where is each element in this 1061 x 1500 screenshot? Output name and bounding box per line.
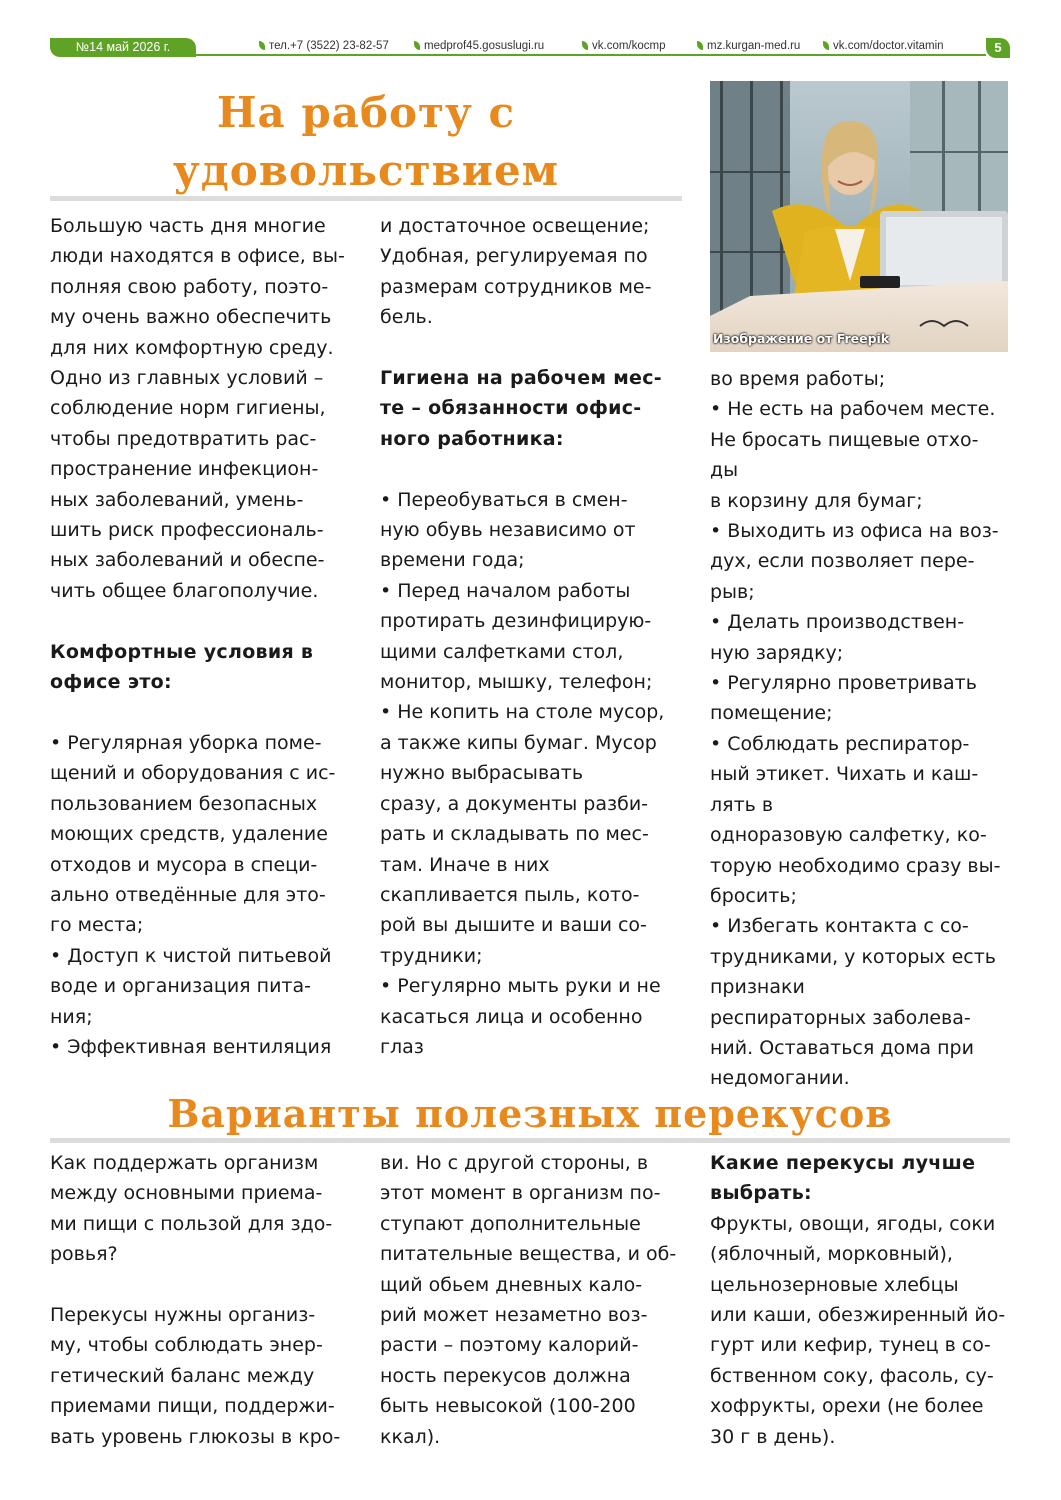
list-line: а также кипы бумаг. Мусор (380, 731, 657, 754)
text-line: расти – поэтому калорий- (380, 1334, 639, 1357)
subheading: Комфортные условия в (50, 640, 314, 663)
list-line: ально отведённые для это- (50, 883, 326, 906)
text-line: полняя свою работу, поэто- (50, 275, 329, 298)
title-underline (50, 1138, 1010, 1143)
list-line: монитор, мышку, телефон; (380, 671, 653, 694)
article1-column-2 (380, 211, 686, 1062)
list-line: моющих средств, удаление (50, 823, 328, 846)
subheading: Гигиена на рабочем мес- (380, 367, 662, 390)
list-line: там. Иначе в них (380, 853, 550, 876)
header-link-kurgan-med[interactable]: mz.kurgan-med.ru (697, 39, 800, 53)
list-line: го места; (50, 914, 144, 937)
leaf-icon (697, 41, 703, 50)
list-line: протирать дезинфицирую- (380, 610, 652, 633)
list-line: пользованием безопасных (50, 792, 318, 815)
leaf-icon (582, 41, 588, 50)
list-line: • Регулярно проветривать (710, 672, 977, 695)
office-woman-photo (710, 81, 1008, 352)
text-line: шить риск профессиональ- (50, 519, 324, 542)
article1-column-1 (50, 211, 356, 1062)
header-link-vk-doctor-vitamin[interactable]: vk.com/doctor.vitamin (823, 39, 944, 53)
list-line: • Регулярно мыть руки и не (380, 975, 661, 998)
text-line: размерам сотрудников ме- (380, 275, 652, 298)
list-line: глаз (380, 1035, 424, 1058)
text-line: рий может незаметно воз- (380, 1304, 648, 1327)
list-line: • Делать производствен- (710, 611, 965, 634)
text-line: 30 г в день). (710, 1425, 836, 1448)
list-line: дух, если позволяет пере- (710, 550, 975, 573)
article2-column-3 (710, 1148, 1016, 1452)
text-line: этот момент в организм по- (380, 1182, 661, 1205)
text-line: бственном соку, фасоль, су- (710, 1364, 994, 1387)
paragraph-gap (50, 606, 356, 636)
article-title-line: На работу с (216, 88, 516, 137)
list-line: одноразовую салфетку, ко- (710, 824, 987, 847)
list-line: • Соблюдать респиратор- (710, 732, 970, 755)
text-line: гетический баланс между (50, 1364, 315, 1387)
list-line: сразу, а документы разби- (380, 792, 649, 815)
list-line: • Не есть на рабочем месте. (710, 398, 996, 421)
text-line: му, чтобы соблюдать энер- (50, 1334, 323, 1357)
list-line: скапливается пыль, кото- (380, 883, 640, 906)
list-line: • Переобуваться в смен- (380, 488, 628, 511)
list-line: бросить; (710, 884, 797, 907)
paragraph-gap (50, 697, 356, 727)
article-title-line: удовольствием (172, 146, 560, 195)
list-line: щими салфетками стол, (380, 640, 624, 663)
list-line: воде и организация пита- (50, 975, 311, 998)
text-line: пространение инфекцион- (50, 458, 319, 481)
text-line: ккал). (380, 1425, 441, 1448)
text-line: или каши, обезжиренный йо- (710, 1304, 1006, 1327)
text-line: ступают дополнительные (380, 1212, 641, 1235)
article1-column-3 (710, 364, 1016, 1094)
article2-title: Варианты полезных перекусов (167, 1091, 893, 1136)
list-line: • Не копить на столе мусор, (380, 701, 665, 724)
text-line: ных заболеваний и обеспе- (50, 549, 325, 572)
list-line: • Избегать контакта с со- (710, 915, 969, 938)
list-line: ную обувь независимо от (380, 519, 636, 542)
text-line: му очень важно обеспечить (50, 306, 332, 329)
text-line: Перекусы нужны организ- (50, 1304, 316, 1327)
list-line: респираторных заболева- (710, 1006, 971, 1029)
list-line: рать и складывать по мес- (380, 823, 649, 846)
issue-date-tab: №14 май 2026 г. (50, 38, 196, 57)
list-line: трудниками, у которых есть (710, 945, 996, 968)
photo-illustration (710, 81, 1008, 352)
subheading: Какие перекусы лучше (710, 1152, 976, 1174)
text-line: ность перекусов должна (380, 1364, 631, 1387)
list-line: • Доступ к чистой питьевой (50, 944, 332, 967)
list-line: помещение; (710, 702, 833, 725)
text-line: Как поддержать организм (50, 1152, 319, 1174)
text-line: быть невысокой (100-200 (380, 1395, 636, 1418)
list-line: торую необходимо сразу вы- (710, 854, 1001, 877)
list-line: рыв; (710, 580, 755, 603)
list-line: ния; (50, 1005, 93, 1028)
list-line: трудники; (380, 944, 483, 967)
text-line: и достаточное освещение; (380, 215, 650, 237)
subheading: выбрать: (710, 1182, 812, 1205)
paragraph-gap (380, 454, 686, 484)
subheading: офисе это: (50, 671, 172, 694)
text-line: ви. Но с другой стороны, в (380, 1152, 649, 1174)
subheading: ного работника: (380, 427, 564, 450)
list-line: ний. Оставаться дома при (710, 1036, 974, 1059)
article2-column-2 (380, 1148, 686, 1452)
text-line: гурт или кефир, тунец в со- (710, 1334, 991, 1357)
list-line: ды (710, 459, 739, 482)
header-link-gosuslugi[interactable]: medprof45.gosuslugi.ru (414, 39, 544, 53)
list-line: во время работы; (710, 368, 886, 390)
text-line: люди находятся в офисе, вы- (50, 245, 345, 268)
text-line: щий обьем дневных кало- (380, 1273, 643, 1296)
paragraph-gap (380, 333, 686, 363)
paragraph-gap (50, 1270, 356, 1300)
text-line: Одно из главных условий – (50, 367, 324, 390)
list-line: ную зарядку; (710, 641, 844, 664)
list-line: в корзину для бумаг; (710, 489, 923, 512)
article-title (50, 84, 682, 200)
text-line: ми пищи с пользой для здо- (50, 1212, 333, 1235)
text-line: приемами пищи, поддержи- (50, 1395, 335, 1418)
leaf-icon (823, 41, 829, 50)
text-line: вать уровень глюкозы в кро- (50, 1425, 341, 1448)
leaf-icon (414, 41, 420, 50)
text-line: чить общее благополучие. (50, 579, 319, 602)
list-line: нужно выбрасывать (380, 762, 584, 785)
text-line: цельнозерновые хлебцы (710, 1273, 959, 1296)
article2-column-1 (50, 1148, 356, 1452)
text-line: между основными приема- (50, 1182, 323, 1205)
photo-credit: Изображение от Freepik (713, 331, 890, 346)
text-line: соблюдение норм гигиены, (50, 397, 326, 420)
list-line: • Перед началом работы (380, 579, 631, 602)
subheading: те – обязанности офис- (380, 397, 642, 420)
list-line: щений и оборудования с ис- (50, 762, 336, 785)
header-rule (196, 54, 986, 56)
list-line: Не бросать пищевые отхо- (710, 428, 979, 451)
text-line: ных заболеваний, умень- (50, 488, 304, 511)
leaf-icon (259, 41, 265, 50)
list-line: признаки (710, 976, 805, 999)
text-line: хофрукты, орехи (не более (710, 1395, 984, 1418)
list-line: касаться лица и особенно (380, 1005, 643, 1028)
text-line: ровья? (50, 1243, 118, 1266)
page-number-tab: 5 (986, 38, 1010, 58)
text-line: Удобная, регулируемая по (380, 245, 648, 268)
list-line: рой вы дышите и ваши со- (380, 914, 647, 937)
text-line: чтобы предотвратить рас- (50, 427, 317, 450)
text-line: для них комфортную среду. (50, 336, 334, 359)
list-line: • Регулярная уборка поме- (50, 731, 322, 754)
text-line: Большую часть дня многие (50, 215, 326, 237)
list-line: лять в (710, 793, 774, 816)
list-line: • Эффективная вентиляция (50, 1035, 332, 1058)
title-underline (50, 196, 682, 201)
list-line: • Выходить из офиса на воз- (710, 520, 999, 543)
text-line: питательные вещества, и об- (380, 1243, 677, 1266)
list-line: ный этикет. Чихать и каш- (710, 763, 979, 786)
text-line: Фрукты, овощи, ягоды, соки (710, 1212, 996, 1235)
header-link-phone[interactable]: тел.+7 (3522) 23-82-57 (259, 39, 389, 53)
list-line: недомогании. (710, 1067, 850, 1090)
text-line: (яблочный, морковный), (710, 1243, 953, 1266)
header-link-vk-kocmp[interactable]: vk.com/kocmp (582, 39, 666, 53)
text-line: бель. (380, 306, 433, 329)
list-line: времени года; (380, 549, 525, 572)
list-line: отходов и мусора в специ- (50, 853, 318, 876)
